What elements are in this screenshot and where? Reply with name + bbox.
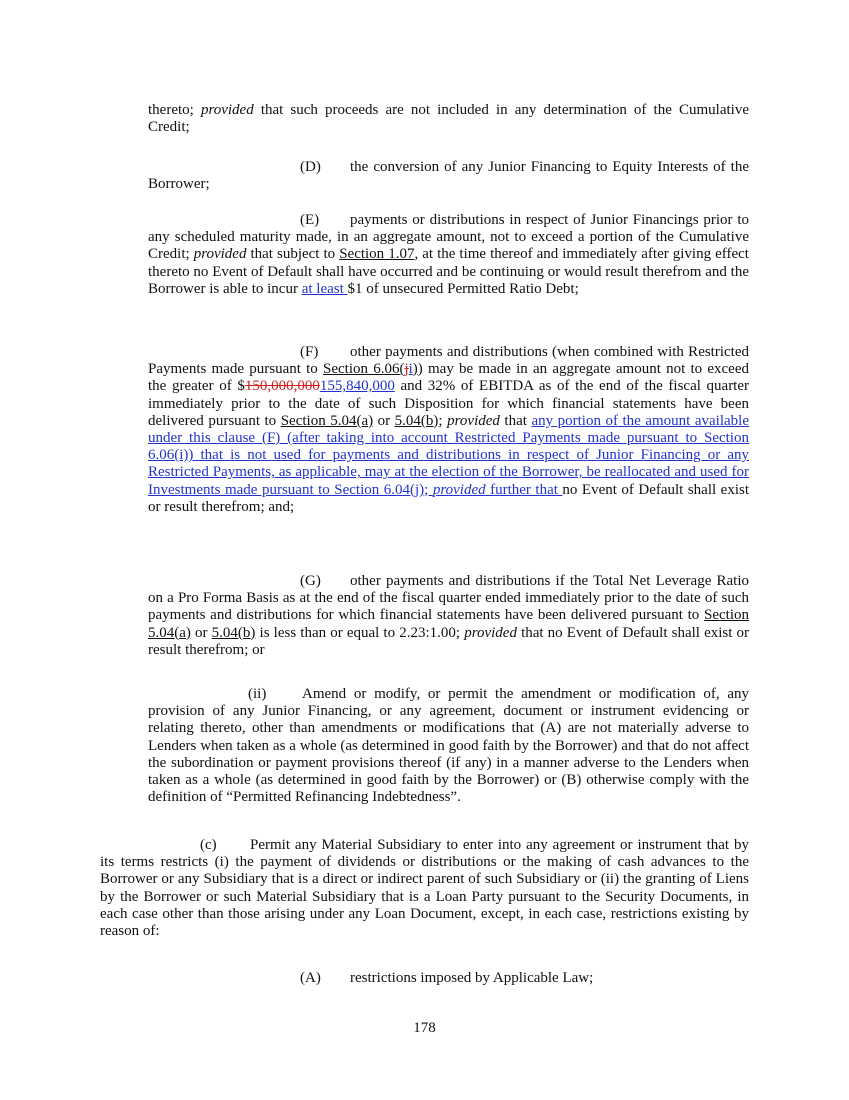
inserted-text: further that: [485, 481, 563, 498]
clause-d: [148, 159, 749, 193]
text: or: [190, 624, 212, 641]
text: other payments and distributions (when combined with Restricted Payments made pursuant to: [148, 344, 749, 378]
clause-label: (E): [300, 212, 320, 228]
clause-ii: [148, 686, 749, 806]
clause-label: (D): [300, 159, 321, 175]
clause-text: Permit any Material Subsidiary to enter into any agreement or instrument that by its terms restricts (i) the payment of dividends or distributions or the making of cash advances to the Borrower or any Subsidiary that is a direct or indirect parent of such Subsidiary or (ii) the granting of Liens by the Borrower or such Material Subsidiary that is a Loan Party pursuant to the Security Documents, in each case other than those arising under any Loan Document, except, in each case, restrictions existing by reason of:: [100, 837, 749, 940]
text: ;: [438, 412, 448, 429]
text: thereto;: [148, 102, 201, 118]
clause-text: Amend or modify, or permit the amendment or modification of, any provision of any Junior Financing, or any agreement, document or instrument evidencing or relating thereto, other than amendments or modifications that (A) are not materially adverse to Lenders when taken as a whole (as determined in good faith by the Borrower) and that do not affect the subordination or payment provisions thereof (if any) in a manner adverse to the Lenders when taken as a whole (as determined in good faith by the Borrower) or (B) otherwise comply with the definition of “Permitted Refinancing Indebtedness”.: [148, 686, 749, 806]
section-reference: Section 5.04(a): [148, 607, 749, 641]
clause-c: [100, 837, 749, 940]
inserted-text: any portion of the amount available under this clause (F) (after taking into account Restricted Payments made pursuant to Section 6.06(i)) that is not used for payments and distributions in respect of Junior Financing or any Restricted Payments, as applicable, may at the election of the Borrower, be reallocated and used for Investments made pursuant to Section 6.04(j);: [148, 412, 749, 498]
section-reference: 5.04(b): [211, 624, 256, 641]
inserted-italic-provided: provided: [432, 481, 486, 498]
clause-f: [148, 344, 749, 516]
inserted-text: i: [408, 361, 413, 378]
text: that subject to: [246, 246, 340, 263]
section-reference: 5.04(b): [394, 412, 439, 429]
text: no Event of Default shall exist or result therefrom; and;: [148, 481, 749, 515]
italic-provided: provided: [464, 624, 517, 641]
text: that no Event of Default shall exist or result therefrom; or: [148, 624, 750, 658]
section-reference: ): [412, 361, 418, 378]
italic-provided: provided: [200, 102, 254, 118]
italic-provided: provided: [447, 412, 500, 429]
clause-label: (G): [300, 573, 321, 589]
text: payments or distributions in respect of Junior Financings prior to any scheduled maturity made, in an aggregate amount, not to exceed a portion of the Cumulative Credit;: [148, 212, 749, 263]
text: that such proceeds are not included in any determination of the Cumulative Credit;: [148, 102, 749, 136]
paragraph-cumulative-credit: [148, 102, 749, 136]
text: that: [499, 412, 532, 429]
text: , at the time thereof and immediately after giving effect thereto no Event of Default shall have occurred and be continuing or would result therefrom and the Borrower is able to incur: [148, 246, 749, 297]
text: ) may be made in an aggregate amount not to exceed the greater of $: [148, 361, 749, 395]
clause-label: (F): [300, 344, 319, 360]
clause-label: (c): [200, 837, 217, 853]
text: $1 of unsecured Permitted Ratio Debt;: [347, 280, 579, 297]
section-reference: Section 1.07: [339, 246, 415, 263]
clause-label: (A): [300, 970, 321, 986]
clause-e: [148, 212, 749, 298]
text: is less than or equal to 2.23:1.00;: [255, 624, 465, 641]
text: other payments and distributions if the Total Net Leverage Ratio on a Pro Forma Basis as at the end of the fiscal quarter ended immediately prior to the date of such payments and distributions for which financial statements have been delivered pursuant to: [148, 573, 749, 624]
clause-text: restrictions imposed by Applicable Law;: [350, 970, 594, 986]
inserted-text: 155,840,000: [319, 378, 395, 395]
deleted-text: j: [404, 361, 409, 378]
text: or: [373, 412, 395, 429]
clause-a: [148, 970, 749, 987]
inserted-text: at least: [301, 280, 348, 297]
italic-provided: provided: [193, 246, 247, 263]
clause-text: the conversion of any Junior Financing to Equity Interests of the Borrower;: [148, 159, 749, 193]
clause-label: (ii): [248, 686, 267, 702]
page-number: 178: [413, 1020, 436, 1036]
section-reference: Section 6.06(: [323, 361, 405, 378]
clause-g: [148, 573, 749, 659]
text: and 32% of EBITDA as of the end of the fiscal quarter immediately prior to the date of such Disposition for which financial statements have been delivered pursuant to: [148, 378, 750, 429]
section-reference: Section 5.04(a): [280, 412, 374, 429]
deleted-text: 150,000,000: [244, 378, 320, 395]
